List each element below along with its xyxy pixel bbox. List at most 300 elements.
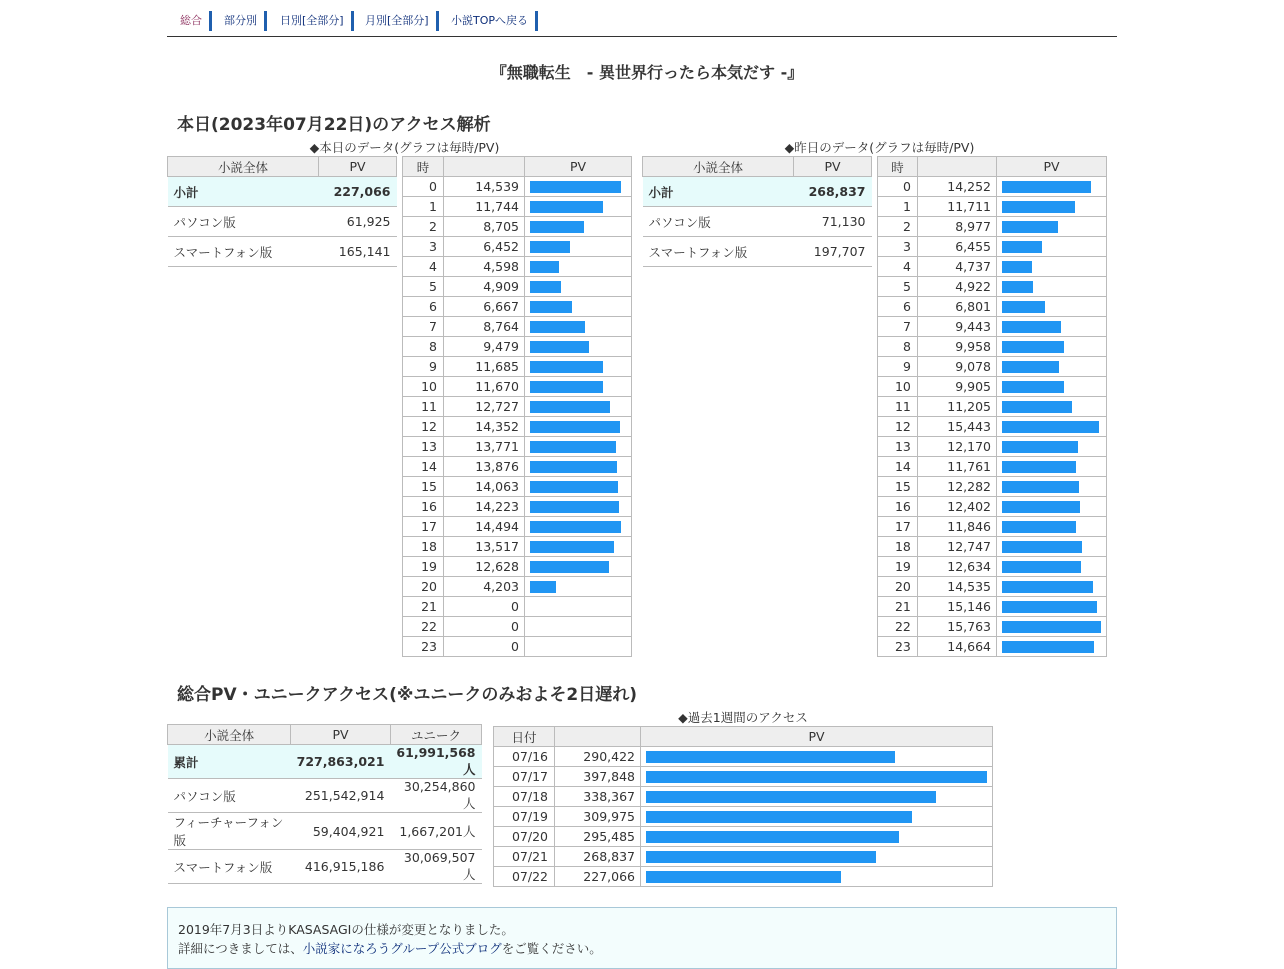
hour-cell: 3: [878, 237, 918, 257]
hour-row: [878, 597, 1107, 617]
row-value: 227,066: [319, 177, 397, 207]
pv-cell: 11,846: [917, 517, 996, 537]
pv-cell: 11,711: [917, 197, 996, 217]
pv-bar: [1002, 301, 1045, 313]
nav-monthly-all[interactable]: 月別[全部分]: [358, 11, 439, 31]
hour-row: [403, 297, 632, 317]
pv-cell: 15,763: [917, 617, 996, 637]
notice-text-post: をご覧ください。: [501, 941, 602, 956]
hour-cell: 16: [403, 497, 444, 517]
hour-cell: 1: [878, 197, 918, 217]
date-cell: 07/20: [494, 827, 555, 847]
row-label: 小計: [168, 177, 319, 207]
pv-cell: 9,443: [917, 317, 996, 337]
row-label: 小計: [643, 177, 794, 207]
hour-row: [403, 257, 632, 277]
hour-cell: 11: [403, 397, 444, 417]
hour-cell: 3: [403, 237, 444, 257]
pv-cell: 11,761: [917, 457, 996, 477]
hour-cell: 15: [878, 477, 918, 497]
hour-cell: 19: [403, 557, 444, 577]
hour-cell: 18: [403, 537, 444, 557]
pv-cell: 14,664: [917, 637, 996, 657]
date-cell: 07/21: [494, 847, 555, 867]
pv-bar: [1002, 561, 1081, 573]
today-heading: 本日(2023年07月22日)のアクセス解析: [177, 115, 491, 135]
hour-cell: 6: [403, 297, 444, 317]
bar-cell: [997, 557, 1107, 577]
pv-cell: 4,737: [917, 257, 996, 277]
pv-bar: [1002, 381, 1064, 393]
pv-bar: [530, 381, 603, 393]
row-label: 累計: [168, 745, 291, 779]
pv-cell: 12,282: [917, 477, 996, 497]
pv-bar: [1002, 601, 1097, 613]
pv-cell: 268,837: [555, 847, 641, 867]
row-label: パソコン版: [168, 207, 319, 237]
row-unique: 30,069,507人: [390, 850, 481, 884]
week-row: [494, 827, 993, 847]
pv-cell: 227,066: [555, 867, 641, 887]
bar-cell: [641, 747, 993, 767]
hour-cell: 13: [403, 437, 444, 457]
pv-bar: [1002, 441, 1078, 453]
hour-row: [403, 517, 632, 537]
bar-cell: [997, 517, 1107, 537]
pv-bar: [530, 341, 589, 353]
pv-bar: [646, 811, 912, 823]
bar-cell: [997, 317, 1107, 337]
bar-cell: [525, 637, 632, 657]
hour-cell: 19: [878, 557, 918, 577]
pv-cell: 13,517: [444, 537, 525, 557]
bar-cell: [525, 457, 632, 477]
week-table: [493, 726, 993, 887]
date-cell: 07/16: [494, 747, 555, 767]
col-pv-value: [917, 157, 996, 177]
hour-row: [878, 397, 1107, 417]
bar-cell: [997, 437, 1107, 457]
bar-cell: [525, 417, 632, 437]
col-novel-all: 小説全体: [168, 725, 291, 745]
table-row: [168, 779, 482, 813]
pv-bar: [1002, 261, 1032, 273]
hour-cell: 8: [878, 337, 918, 357]
pv-cell: 14,539: [444, 177, 525, 197]
hour-cell: 12: [403, 417, 444, 437]
col-novel-all: 小説全体: [168, 157, 319, 177]
pv-cell: 295,485: [555, 827, 641, 847]
hour-cell: 15: [403, 477, 444, 497]
hour-row: [403, 597, 632, 617]
hour-row: [878, 297, 1107, 317]
hour-row: [878, 637, 1107, 657]
pv-cell: 11,205: [917, 397, 996, 417]
pv-bar: [530, 221, 584, 233]
pv-bar: [530, 561, 609, 573]
hour-cell: 9: [403, 357, 444, 377]
date-cell: 07/18: [494, 787, 555, 807]
bar-cell: [641, 847, 993, 867]
pv-bar: [1002, 641, 1094, 653]
hour-row: [878, 577, 1107, 597]
pv-bar: [530, 361, 603, 373]
pv-cell: 9,905: [917, 377, 996, 397]
row-value: 61,925: [319, 207, 397, 237]
pv-bar: [1002, 541, 1082, 553]
pv-bar: [646, 791, 936, 803]
yesterday-hourly-table: [877, 156, 1107, 657]
bar-cell: [525, 297, 632, 317]
hour-cell: 7: [878, 317, 918, 337]
pv-cell: 8,705: [444, 217, 525, 237]
bar-cell: [525, 277, 632, 297]
week-row: [494, 847, 993, 867]
notice-line-1: 2019年7月3日よりKASASAGIの仕様が変更となりました。: [178, 922, 514, 937]
hour-row: [878, 237, 1107, 257]
hour-cell: 7: [403, 317, 444, 337]
pv-bar: [530, 181, 621, 193]
hour-row: [403, 577, 632, 597]
bar-cell: [525, 177, 632, 197]
hour-cell: 2: [403, 217, 444, 237]
pv-cell: 6,667: [444, 297, 525, 317]
pv-bar: [530, 421, 620, 433]
row-value: 197,707: [794, 237, 872, 267]
bar-cell: [997, 297, 1107, 317]
hour-row: [878, 277, 1107, 297]
hour-cell: 12: [878, 417, 918, 437]
nav-overall[interactable]: 総合: [173, 11, 212, 31]
bar-cell: [525, 337, 632, 357]
hour-cell: 20: [878, 577, 918, 597]
hour-row: [878, 217, 1107, 237]
hour-row: [403, 177, 632, 197]
pv-bar: [1002, 481, 1079, 493]
col-pv: PV: [525, 157, 632, 177]
row-pv: 251,542,914: [291, 779, 391, 813]
pv-cell: 14,352: [444, 417, 525, 437]
pv-bar: [1002, 221, 1058, 233]
today-hourly-table: [402, 156, 632, 657]
hour-cell: 17: [878, 517, 918, 537]
hour-cell: 4: [878, 257, 918, 277]
bar-cell: [997, 637, 1107, 657]
bar-cell: [641, 787, 993, 807]
hour-row: [878, 517, 1107, 537]
hour-row: [878, 417, 1107, 437]
hour-row: [403, 457, 632, 477]
hour-row: [403, 217, 632, 237]
bar-cell: [525, 517, 632, 537]
hour-row: [878, 477, 1107, 497]
row-label: スマートフォン版: [643, 237, 794, 267]
bar-cell: [997, 477, 1107, 497]
hour-cell: 14: [403, 457, 444, 477]
today-summary-table: [167, 156, 397, 267]
bar-cell: [997, 197, 1107, 217]
hour-row: [403, 497, 632, 517]
bar-cell: [997, 497, 1107, 517]
table-row: [643, 207, 872, 237]
bar-cell: [525, 397, 632, 417]
col-hour: 時: [878, 157, 918, 177]
hour-row: [878, 317, 1107, 337]
pv-bar: [1002, 401, 1072, 413]
today-caption: ◆本日のデータ(グラフは毎時/PV): [309, 140, 500, 155]
week-row: [494, 747, 993, 767]
hour-row: [878, 497, 1107, 517]
pv-bar: [1002, 321, 1061, 333]
pv-bar: [530, 541, 614, 553]
pv-bar: [1002, 181, 1091, 193]
pv-cell: 4,203: [444, 577, 525, 597]
pv-cell: 397,848: [555, 767, 641, 787]
pv-bar: [646, 851, 876, 863]
table-row: [168, 207, 397, 237]
bar-cell: [997, 257, 1107, 277]
row-value: 165,141: [319, 237, 397, 267]
hour-row: [403, 317, 632, 337]
pv-cell: 9,078: [917, 357, 996, 377]
hour-row: [878, 357, 1107, 377]
pv-cell: 11,685: [444, 357, 525, 377]
pv-cell: 14,252: [917, 177, 996, 197]
date-cell: 07/17: [494, 767, 555, 787]
nav-by-part[interactable]: 部分別: [217, 11, 267, 31]
row-pv: 59,404,921: [291, 813, 391, 850]
bar-cell: [525, 597, 632, 617]
col-pv: PV: [641, 727, 993, 747]
bar-cell: [997, 457, 1107, 477]
pv-bar: [1002, 501, 1080, 513]
col-unique: ユニーク: [390, 725, 481, 745]
bar-cell: [525, 497, 632, 517]
pv-cell: 13,876: [444, 457, 525, 477]
col-pv: PV: [997, 157, 1107, 177]
pv-cell: 0: [444, 597, 525, 617]
pv-cell: 338,367: [555, 787, 641, 807]
week-row: [494, 787, 993, 807]
pv-bar: [530, 261, 559, 273]
hour-cell: 6: [878, 297, 918, 317]
hour-cell: 23: [878, 637, 918, 657]
date-cell: 07/19: [494, 807, 555, 827]
hour-row: [878, 557, 1107, 577]
row-value: 71,130: [794, 207, 872, 237]
pv-cell: 0: [444, 617, 525, 637]
pv-bar: [646, 771, 987, 783]
pv-bar: [1002, 581, 1093, 593]
row-label: パソコン版: [643, 207, 794, 237]
official-blog-link[interactable]: 小説家になろうグループ公式ブログ: [302, 941, 502, 956]
row-unique: 1,667,201人: [390, 813, 481, 850]
hour-cell: 9: [878, 357, 918, 377]
hour-row: [403, 437, 632, 457]
hour-row: [878, 337, 1107, 357]
pv-bar: [530, 441, 616, 453]
col-pv: PV: [794, 157, 872, 177]
bar-cell: [997, 237, 1107, 257]
pv-cell: 12,628: [444, 557, 525, 577]
bar-cell: [641, 807, 993, 827]
pv-cell: 12,747: [917, 537, 996, 557]
bar-cell: [525, 217, 632, 237]
hour-cell: 21: [403, 597, 444, 617]
row-label: スマートフォン版: [168, 237, 319, 267]
kasasagi-page: [167, 0, 1117, 956]
week-row: [494, 867, 993, 887]
pv-cell: 12,727: [444, 397, 525, 417]
pv-bar: [530, 521, 621, 533]
pv-cell: 8,764: [444, 317, 525, 337]
pv-bar: [1002, 241, 1042, 253]
pv-bar: [530, 241, 570, 253]
bar-cell: [641, 867, 993, 887]
top-nav: [167, 0, 1117, 37]
bar-cell: [997, 417, 1107, 437]
col-pv-value: [555, 727, 641, 747]
col-pv-value: [444, 157, 525, 177]
hour-row: [403, 377, 632, 397]
hour-cell: 8: [403, 337, 444, 357]
bar-cell: [525, 317, 632, 337]
hour-row: [878, 457, 1107, 477]
hour-row: [403, 637, 632, 657]
bar-cell: [997, 217, 1107, 237]
pv-bar: [1002, 281, 1033, 293]
pv-bar: [530, 281, 561, 293]
col-pv: PV: [319, 157, 397, 177]
hour-cell: 13: [878, 437, 918, 457]
pv-bar: [530, 301, 572, 313]
pv-bar: [1002, 361, 1059, 373]
pv-bar: [1002, 461, 1076, 473]
hour-cell: 23: [403, 637, 444, 657]
pv-cell: 12,634: [917, 557, 996, 577]
bar-cell: [525, 577, 632, 597]
bar-cell: [525, 537, 632, 557]
table-row: [168, 850, 482, 884]
pv-bar: [530, 461, 617, 473]
bar-cell: [997, 397, 1107, 417]
week-row: [494, 767, 993, 787]
total-heading: 総合PV・ユニークアクセス(※ユニークのみおよそ2日遅れ): [177, 685, 637, 705]
hour-cell: 21: [878, 597, 918, 617]
notice-line-2: [178, 939, 602, 957]
col-pv: PV: [291, 725, 391, 745]
hour-cell: 20: [403, 577, 444, 597]
pv-bar: [530, 501, 619, 513]
bar-cell: [997, 537, 1107, 557]
row-label: パソコン版: [168, 779, 291, 813]
hour-cell: 2: [878, 217, 918, 237]
pv-bar: [530, 401, 610, 413]
hour-cell: 4: [403, 257, 444, 277]
pv-bar: [1002, 621, 1101, 633]
pv-bar: [530, 581, 556, 593]
notice-text-pre: 詳細につきましては、: [178, 941, 303, 956]
hour-cell: 1: [403, 197, 444, 217]
notice-box: [167, 907, 1117, 969]
table-row: [168, 237, 397, 267]
nav-novel-top[interactable]: 小説TOPへ戻る: [444, 11, 538, 31]
pv-cell: 6,455: [917, 237, 996, 257]
hour-row: [403, 357, 632, 377]
row-label: スマートフォン版: [168, 850, 291, 884]
hour-row: [403, 197, 632, 217]
bar-cell: [525, 237, 632, 257]
hour-row: [403, 237, 632, 257]
pv-cell: 15,146: [917, 597, 996, 617]
hour-row: [403, 617, 632, 637]
hour-row: [403, 537, 632, 557]
hour-row: [403, 557, 632, 577]
hour-row: [403, 337, 632, 357]
pv-cell: 4,922: [917, 277, 996, 297]
bar-cell: [997, 377, 1107, 397]
hour-row: [878, 377, 1107, 397]
bar-cell: [997, 337, 1107, 357]
pv-cell: 0: [444, 637, 525, 657]
hour-cell: 5: [878, 277, 918, 297]
bar-cell: [525, 377, 632, 397]
row-unique: 61,991,568人: [390, 745, 481, 779]
bar-cell: [997, 177, 1107, 197]
pv-cell: 15,443: [917, 417, 996, 437]
total-table: [167, 724, 482, 884]
hour-cell: 0: [403, 177, 444, 197]
hour-row: [403, 277, 632, 297]
pv-cell: 14,223: [444, 497, 525, 517]
col-hour: 時: [403, 157, 444, 177]
bar-cell: [525, 437, 632, 457]
yesterday-summary-table: [642, 156, 872, 267]
hour-cell: 16: [878, 497, 918, 517]
pv-cell: 14,535: [917, 577, 996, 597]
col-date: 日付: [494, 727, 555, 747]
hour-cell: 18: [878, 537, 918, 557]
table-row: [643, 177, 872, 207]
pv-bar: [530, 201, 603, 213]
hour-cell: 10: [403, 377, 444, 397]
table-row: [168, 745, 482, 779]
bar-cell: [997, 597, 1107, 617]
hour-cell: 14: [878, 457, 918, 477]
hour-row: [403, 417, 632, 437]
row-pv: 727,863,021: [291, 745, 391, 779]
bar-cell: [997, 617, 1107, 637]
bar-cell: [997, 577, 1107, 597]
pv-cell: 4,909: [444, 277, 525, 297]
bar-cell: [525, 557, 632, 577]
hour-cell: 5: [403, 277, 444, 297]
pv-cell: 12,402: [917, 497, 996, 517]
hour-cell: 0: [878, 177, 918, 197]
pv-bar: [1002, 341, 1064, 353]
nav-daily-all[interactable]: 日別[全部分]: [273, 11, 354, 31]
pv-cell: 11,744: [444, 197, 525, 217]
novel-title: 『無職転生 - 異世界行ったら本気だす -』: [490, 63, 804, 82]
pv-cell: 14,494: [444, 517, 525, 537]
hour-row: [878, 177, 1107, 197]
yesterday-caption: ◆昨日のデータ(グラフは毎時/PV): [784, 140, 975, 155]
bar-cell: [997, 357, 1107, 377]
hour-cell: 22: [878, 617, 918, 637]
hour-row: [403, 477, 632, 497]
bar-cell: [641, 767, 993, 787]
bar-cell: [525, 197, 632, 217]
